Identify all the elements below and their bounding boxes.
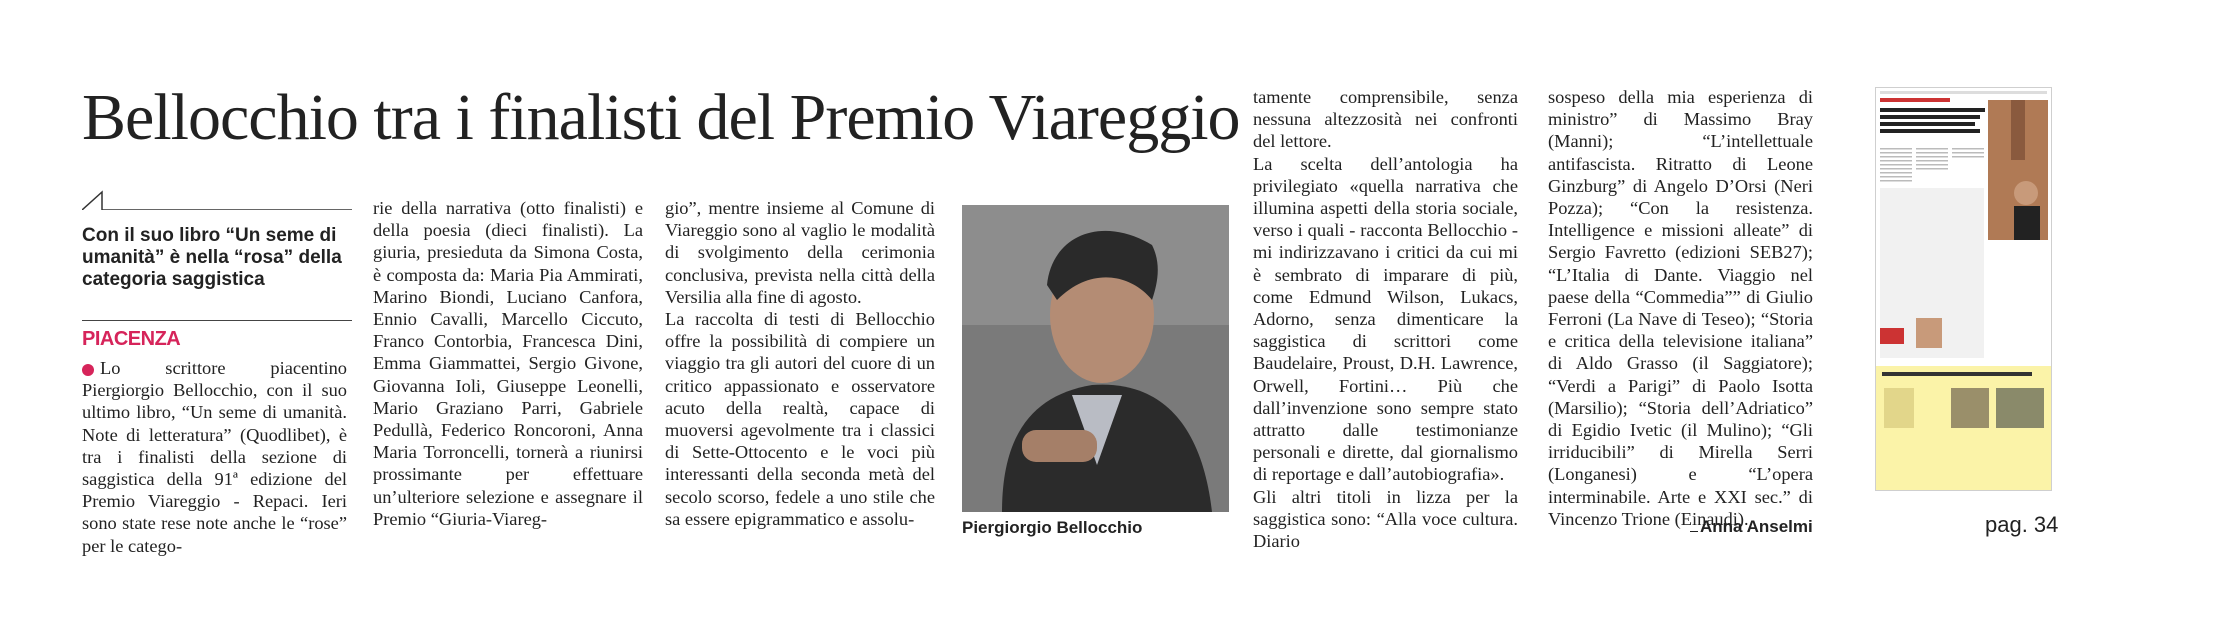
- thumbnail-page-illustration: [1876, 88, 2051, 490]
- dek-line-ornament: [82, 190, 352, 210]
- author-photo: [962, 205, 1229, 512]
- page-thumbnail[interactable]: [1875, 87, 2052, 491]
- column-4-paragraph: Gli altri titoli in lizza per la saggistica sono: “Alla voce cultura. Diario: [1253, 486, 1518, 552]
- column-4-paragraph: tamente comprensibile, senza nessuna altezzosità nei confronti del lettore.: [1253, 87, 1518, 152]
- column-4-paragraph: La scelta dell’antologia ha privilegiato «quella narrativa che illumina aspetti della storia sociale, verso i quali - racconta Bellocchio - mi indirizzavano i critici da cui mi è sembrato di imparare di più, come Edmund Wilson, Lukacs, Adorno, senza dimenticare la saggistica di scrittori come Baudelaire, Proust, D.H. Lawrence, Orwell, Fortini… Più che dall’invenzione sono sempre stato attratto dalle testimonianze personali e dirette, dal giornalismo di reportage e dall’autobiografia».: [1253, 153, 1518, 485]
- column-1-text: Lo scrittore piacentino Piergiorgio Bellocchio, con il suo ultimo libro, “Un seme di umanità. Note di letteratura” (Quodlibet), è tra i finalisti della sezione di saggistica della 91ª edizione del Premio Viareggio - Repaci. Ieri sono state rese note anche le “rose” per le catego-: [82, 358, 347, 556]
- bullet-dot-icon: [82, 364, 94, 376]
- headline: Bellocchio tra i finalisti del Premio Viareggio: [82, 81, 1240, 154]
- column-3-paragraph: La raccolta di testi di Bellocchio offre la possibilità di compiere un viaggio tra gli autori del cuore di un critico appassionato e osservatore acuto della realtà, capace di muoversi agevolmente tra i classici di Sette-Ottocento e le voci più interessanti della seconda metà del secolo scorso, fedele a uno stile che sa essere epigrammatico e assolu-: [665, 309, 935, 529]
- byline: [1690, 517, 1813, 537]
- column-3-paragraph: gio”, mentre insieme al Comune di Viareggio sono al vaglio le modalità di svolgimento della cerimonia conclusiva, prevista nella città della Versilia alla fine di agosto.: [665, 198, 935, 307]
- article-column-2: [373, 197, 643, 530]
- article-column-3: [665, 197, 935, 530]
- article-column-5: [1548, 86, 1813, 530]
- column-5-text: sospeso della mia esperienza di ministro” di Massimo Bray (Manni); “L’intellettuale antifascista. Ritratto di Leone Ginzburg” di Angelo D’Orsi (Neri Pozza); “Con la resistenza. Intelligence e missioni alleate” di Sergio Favretto (edizioni SEB27); “L’Italia di Dante. Viaggio nel paese della “Commedia”” di Giulio Ferroni (La Nave di Teseo); “Storia e critica della televisione italiana” di Aldo Grasso (il Saggiatore); “Verdi a Parigi” di Paolo Isotta (Marsilio); “Storia dell’Adriatico” di Egidio Ivetic (il Mulino); “Gli irriducibili” di Mirella Serri (Longanesi) e “L’opera interminabile. Arte e XXI sec.” di Vincenzo Trione (Einaudi).: [1548, 87, 1813, 529]
- divider: [82, 320, 352, 321]
- byline-author: Anna Anselmi: [1700, 517, 1813, 536]
- photo-caption: Piergiorgio Bellocchio: [962, 518, 1143, 537]
- dateline-location: PIACENZA: [82, 328, 181, 350]
- page-number-label: pag. 34: [1985, 512, 2059, 537]
- portrait-illustration: [962, 205, 1229, 512]
- dek-subtitle: Con il suo libro “Un seme di umanità” è nella “rosa” della categoria saggistica: [82, 225, 342, 290]
- article-column-1: [82, 357, 347, 557]
- column-2-text: rie della narrativa (otto finalisti) e della poesia (dieci finalisti). La giuria, presieduta da Simona Costa, è composta da: Maria Pia Ammirati, Marino Biondi, Luciano Canfora, Ennio Cavalli, Marcello Ciccuto, Franco Contorbia, Francesca Dini, Emma Giammattei, Sergio Givone, Giovanna Ioli, Giuseppe Leonelli, Mario Graziano Parri, Gabriele Pedullà, Federico Roncoroni, Anna Maria Torroncelli, tornerà a riunirsi prossimante per effettuare un’ulteriore selezione e assegnare il Premio “Giuria-Viareg-: [373, 198, 643, 529]
- article-column-4: [1253, 86, 1518, 552]
